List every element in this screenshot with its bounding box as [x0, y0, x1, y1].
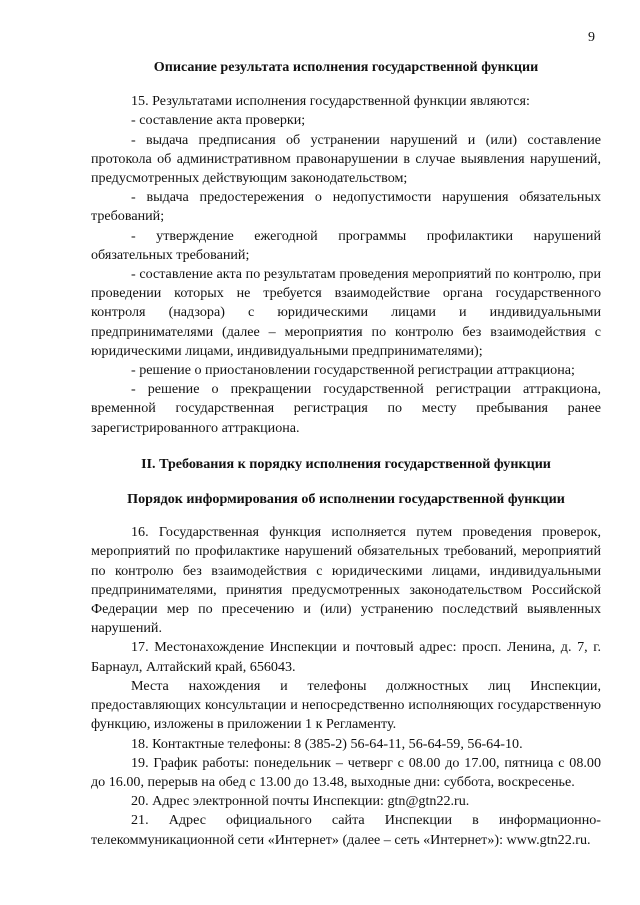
paragraph-15: 15. Результатами исполнения государственной функции являются: — [131, 93, 530, 110]
paragraph-21: 21. Адрес официального сайта Инспекции в информационно-телекоммуникационной сети «Интернет» (далее – сеть «Интернет»): www.gtn22.ru. — [91, 812, 601, 848]
result-item-prescription: - выдача предписания об устранении нарушений и (или) составление протокола об административном правонарушении в случае выявления нарушений, предусмотренных действующим законодательством; — [91, 131, 601, 187]
document-body — [91, 58, 601, 850]
result-item-warning: - выдача предостережения о недопустимости нарушения обязательных требований; — [91, 189, 601, 225]
result-item-prevention-program: - утверждение ежегодной программы профилактики нарушений обязательных требований; — [91, 227, 601, 263]
paragraph-20: 20. Адрес электронной почты Инспекции: gtn@gtn22.ru. — [131, 793, 470, 810]
result-item-control-act: - составление акта по результатам проведения мероприятий по контролю, при проведении которых не требуется взаимодействие органа государственного контроля (надзора) с юридическими лицами и индивидуальными предпринимателями (далее – мероприятия по контролю без взаимодействия с юридическими лицами, индивидуальными предпринимателями); — [91, 266, 601, 359]
paragraph-18: 18. Контактные телефоны: 8 (385-2) 56-64-11, 56-64-59, 56-64-10. — [131, 735, 523, 752]
paragraph-officials-location: Места нахождения и телефоны должностных лиц Инспекции, предоставляющих консультации и непосредственно исполняющих государственную функцию, изложены в приложении 1 к Регламенту. — [91, 677, 601, 733]
result-item-inspection-act: - составление акта проверки; — [131, 112, 306, 129]
section-informing-heading: Порядок информирования об исполнении государственной функции — [127, 491, 565, 508]
page-number: 9 — [588, 30, 595, 45]
result-item-suspension: - решение о приостановлении государственной регистрации аттракциона; — [131, 362, 575, 379]
paragraph-16: 16. Государственная функция исполняется путем проведения проверок, мероприятий по профилактике нарушений обязательных требований, мероприятий по контролю без взаимодействия с юридическими лицами, индивидуальными предпринимателями, принятия предусмотренных законодательством Российской Федерации мер по пресечению и (или) устранению последствий выявленных нарушений. — [91, 524, 601, 637]
section-requirements-heading: II. Требования к порядку исполнения государственной функции — [141, 455, 551, 472]
paragraph-17: 17. Местонахождение Инспекции и почтовый адрес: просп. Ленина, д. 7, г. Барнаул, Алтайский край, 656043. — [91, 639, 601, 675]
paragraph-19: 19. График работы: понедельник – четверг с 08.00 до 17.00, пятница с 08.00 до 16.00, перерыв на обед с 13.00 до 13.48, выходные дни: суббота, воскресенье. — [91, 754, 601, 790]
result-item-termination: - решение о прекращении государственной регистрации аттракциона, временной государственная регистрация по месту пребывания ранее зарегистрированного аттракциона. — [91, 381, 601, 436]
section-result-heading: Описание результата исполнения государственной функции — [153, 59, 539, 75]
